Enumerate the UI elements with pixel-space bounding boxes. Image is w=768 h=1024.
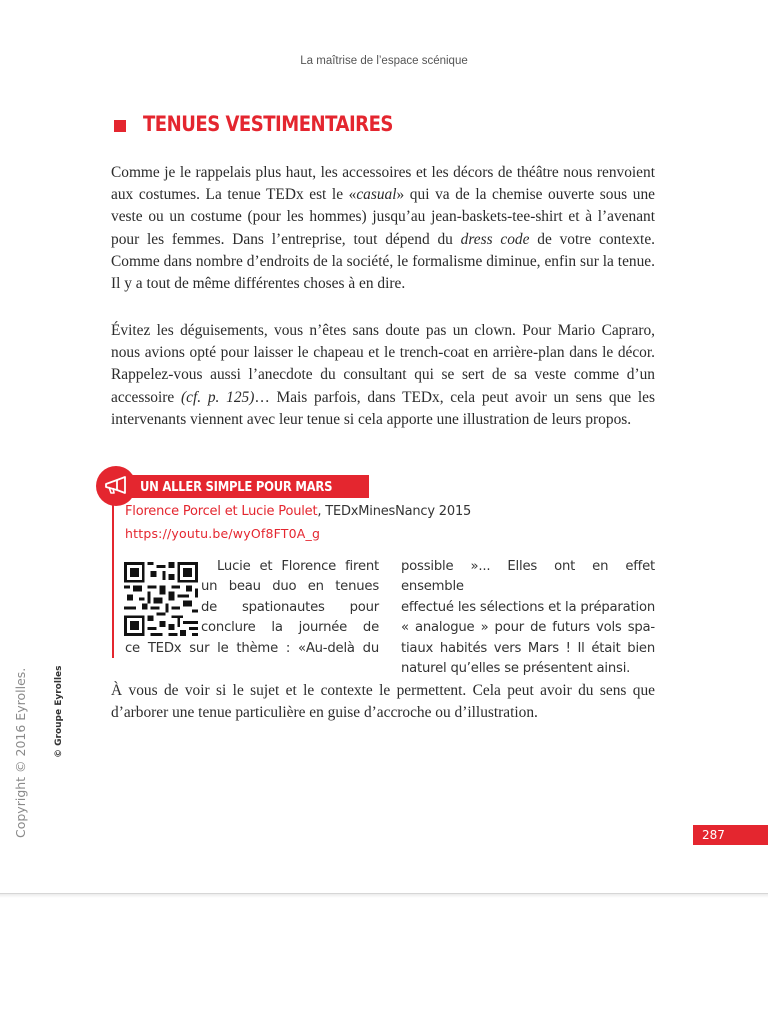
section-bullet-icon (114, 120, 126, 132)
publisher-mark: © Groupe Eyrolles (54, 665, 64, 758)
paragraph-1-part-b: » qui va de la chemise ouverte sous une veste ou un costume (pour les hommes) jusqu’au jean-baskets-tee-shirt et à l’avenant pour les femmes. Dans l’entreprise, tout dépend du (111, 186, 655, 248)
box-text-line: de spationautes pour (201, 599, 379, 615)
running-head: La maîtrise de l’espace scénique (300, 55, 468, 67)
box-text-line: ce TEDx sur le thème : «Au-delà du (125, 640, 379, 656)
emphasis-casual: casual (356, 186, 397, 204)
box-text-line: naturel qu’elles se présentent ainsi. (401, 661, 631, 677)
emphasis-dress-code: dress code (460, 230, 530, 248)
paragraph-2-part-a: Évitez les déguisements, vous n’êtes sans doute pas un clown. Pour Mario Capraro, nous avions opté pour laisser le chapeau et le trench-coat en arrière-plan dans le décor. Rappelez-vous aussi l’anecdote du consultant qui se sert de sa veste comme d’un accessoire (111, 322, 655, 406)
talk-url[interactable]: https://youtu.be/wyOf8FT0A_g (125, 526, 321, 541)
box-text-line: conclure la journée de (201, 620, 379, 636)
talk-reference (125, 504, 471, 519)
talk-speakers: Florence Porcel et Lucie Poulet (125, 504, 318, 519)
megaphone-icon (96, 466, 136, 506)
talk-event: , TEDxMinesNancy 2015 (317, 504, 472, 519)
box-column-1 (125, 557, 379, 659)
box-column-2 (401, 557, 655, 679)
box-left-rule (112, 495, 114, 658)
page-cross-reference: (cf. p. 125) (181, 388, 255, 406)
paragraph-3: À vous de voir si le sujet et le contexte le permettent. Cela peut avoir du sens que d’arborer une tenue particulière en guise d’accroche ou d’illustration. (111, 682, 655, 722)
copyright-notice: Copyright © 2016 Eyrolles. (13, 667, 28, 838)
box-banner-label: UN ALLER SIMPLE POUR MARS (140, 478, 333, 495)
section-title: TENUES VESTIMENTAIRES (143, 112, 393, 136)
box-text-line: un beau duo en tenues (201, 579, 379, 595)
box-text-line: effectué les sélections et la préparation (401, 599, 655, 615)
paragraph-1 (111, 162, 655, 295)
page-number: 287 (693, 825, 768, 845)
box-text-line: « analogue » pour de futurs vols spa- (401, 620, 655, 636)
box-banner (132, 475, 369, 498)
box-text-line: tiaux habités vers Mars ! Il était bien (401, 640, 655, 656)
paragraph-2-part-b: … Mais parfois, dans TEDx, cela peut avoir un sens que les intervenants viennent avec leur tenue si cela apporte une illustration de leurs propos. (111, 388, 655, 428)
box-text-line: possible »... Elles ont en effet ensemble (401, 559, 655, 595)
paragraph-1-part-a: Comme je le rappelais plus haut, les accessoires et les décors de théâtre nous renvoient aux costumes. La tenue TEDx est le « (111, 164, 655, 204)
qr-code[interactable] (124, 562, 198, 636)
paragraph-1-part-c: de votre contexte. Comme dans nombre d’endroits de la société, le formalisme diminue, enfin sur la tenue. Il y a tout de même différentes choses à en dire. (111, 230, 655, 293)
box-text-line: Lucie et Florence firent (217, 559, 379, 574)
page-shadow (0, 894, 768, 898)
paragraph-2 (111, 320, 655, 431)
